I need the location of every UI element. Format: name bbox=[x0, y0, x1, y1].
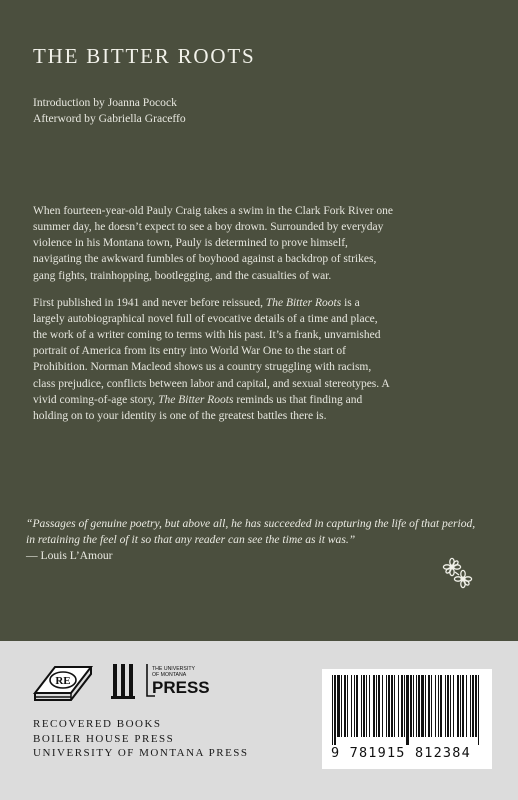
barcode-bar bbox=[391, 675, 393, 737]
book-credits bbox=[33, 95, 186, 127]
barcode-bar bbox=[369, 675, 370, 737]
barcode-bar bbox=[431, 675, 432, 737]
barcode-bar bbox=[478, 675, 479, 745]
barcode-bar bbox=[410, 675, 412, 737]
blurb-text: reminds us that finding and holding on to your identity is one of the greatest battles there is. bbox=[33, 393, 363, 422]
publisher-logos bbox=[33, 663, 233, 713]
barcode-bar bbox=[351, 675, 352, 737]
barcode-bar bbox=[462, 675, 464, 737]
barcode-bar bbox=[438, 675, 439, 737]
barcode-bar bbox=[435, 675, 436, 737]
barcode-bar bbox=[394, 675, 395, 737]
barcode-bar bbox=[334, 675, 336, 745]
barcode-bar bbox=[378, 675, 380, 737]
quote-text: “Passages of genuine poetry, but above all, he has succeeded in capturing the life of that period, in retaining the feel of it so that any reader can see the time as it was.” bbox=[26, 517, 476, 547]
barcode-bar bbox=[416, 675, 417, 737]
barcode-bar bbox=[401, 675, 403, 737]
blurb-title-ref: The Bitter Roots bbox=[158, 393, 234, 406]
barcode-bar bbox=[398, 675, 399, 737]
barcode-bar bbox=[361, 675, 362, 737]
recovered-books-logo-icon bbox=[35, 667, 91, 700]
quote-author: — Louis L’Amour bbox=[26, 549, 113, 563]
barcode-bar bbox=[428, 675, 430, 737]
blurb-paragraph-1: When fourteen-year-old Pauly Craig takes a swim in the Clark Fork River one summer day, he doesn’t expect to see a boy drown. Surrounded by everyday violence in his Montana town, Pauly is determined to prove himself, navigating the awkward fumbles of boyhood against a backdrop of strikes, gang fights, trainhopping, bootlegging, and the casualties of war. bbox=[33, 205, 394, 282]
publisher-name: RECOVERED BOOKS bbox=[33, 718, 162, 730]
barcode-bar bbox=[406, 675, 409, 745]
barcode-bar bbox=[447, 675, 449, 737]
isbn-barcode-icon bbox=[330, 675, 484, 745]
barcode-bar bbox=[470, 675, 471, 737]
barcode-bar bbox=[425, 675, 426, 737]
flower-ornament-icon bbox=[441, 556, 475, 592]
barcode-bar bbox=[388, 675, 390, 737]
publisher-name: UNIVERSITY OF MONTANA PRESS bbox=[33, 747, 249, 759]
barcode-bar bbox=[363, 675, 365, 737]
barcode-bar bbox=[337, 675, 340, 737]
university-of-montana-press-logo-icon bbox=[147, 664, 210, 697]
barcode-bar bbox=[341, 675, 342, 737]
barcode-bar bbox=[382, 675, 383, 737]
um-logo-press: PRESS bbox=[152, 678, 210, 697]
publisher-name: BOILER HOUSE PRESS bbox=[33, 732, 175, 745]
um-logo-line1: THE UNIVERSITY bbox=[152, 666, 195, 672]
barcode-bar bbox=[453, 675, 454, 737]
re-logo-text: RE bbox=[55, 675, 71, 687]
afterword-credit: Afterword by Gabriella Graceffo bbox=[33, 112, 186, 125]
review-quote bbox=[26, 516, 486, 565]
barcode-bar bbox=[332, 675, 333, 745]
barcode-bar bbox=[366, 675, 367, 737]
barcode-bar bbox=[440, 675, 442, 737]
barcode-bar bbox=[445, 675, 446, 737]
blurb-text: is a largely autobiographical novel full of evocative details of a time and place, the work of a writer coming to terms with his past. It’s a frank, unvarnished portrait of America from its entry into World War One to the start of Prohibition. Norman Macleod shows us a country struggling with racism, class prejudice, conflicts between labor and capital, and sexual stereotypes. A vivid coming-of-age story, bbox=[33, 296, 390, 406]
book-title: THE BITTER ROOTS bbox=[33, 44, 256, 68]
barcode-bar bbox=[376, 675, 377, 737]
book-blurb bbox=[33, 203, 393, 435]
introduction-credit: Introduction by Joanna Pocock bbox=[33, 96, 177, 109]
barcode-bar bbox=[386, 675, 387, 737]
barcode-bar bbox=[347, 675, 348, 737]
barcode-bar bbox=[450, 675, 451, 737]
barcode-bar bbox=[344, 675, 346, 737]
blurb-paragraph-2 bbox=[33, 295, 393, 424]
publisher-names bbox=[33, 717, 249, 761]
barcode-bar bbox=[460, 675, 461, 737]
blurb-title-ref: The Bitter Roots bbox=[265, 296, 342, 309]
barcode-bar bbox=[413, 675, 414, 737]
barcode-bar bbox=[356, 675, 358, 737]
barcode-bar bbox=[418, 675, 420, 737]
barcode-bar bbox=[457, 675, 459, 737]
um-logo-line2: OF MONTANA bbox=[152, 672, 187, 678]
boiler-house-press-logo-icon bbox=[111, 664, 135, 699]
barcode-bar bbox=[354, 675, 355, 737]
barcode-bar bbox=[404, 675, 405, 737]
barcode-bar bbox=[472, 675, 474, 737]
isbn-number: 9 781915 812384 bbox=[331, 745, 471, 761]
barcode-bar bbox=[466, 675, 467, 737]
blurb-text: First published in 1941 and never before reissued, bbox=[33, 296, 266, 309]
barcode-bar bbox=[373, 675, 375, 737]
barcode-bar bbox=[421, 675, 424, 737]
barcode-bar bbox=[475, 675, 477, 737]
